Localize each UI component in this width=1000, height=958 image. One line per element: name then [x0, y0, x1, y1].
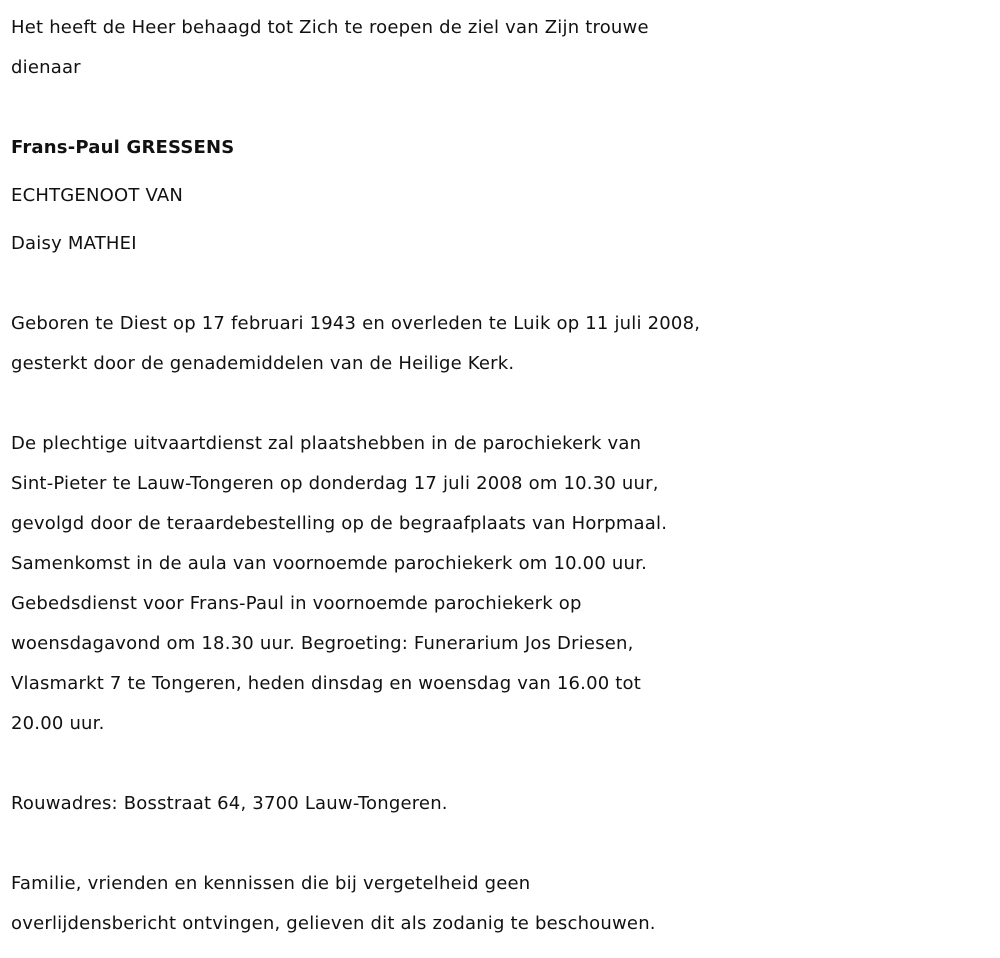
funeral-line: gevolgd door de teraardebestelling op de begraafplaats van Horpmaal.	[11, 513, 668, 534]
birth-death-line: gesterkt door de genademiddelen van de Heilige Kerk.	[11, 353, 515, 374]
funeral-line: Sint-Pieter te Lauw-Tongeren op donderdag 17 juli 2008 om 10.30 uur,	[11, 473, 659, 494]
funeral-line: Gebedsdienst voor Frans-Paul in voornoemde parochiekerk op	[11, 593, 582, 614]
deceased-name: Frans-Paul GRESSENS	[11, 137, 235, 158]
spacer	[11, 824, 996, 864]
obituary-document	[11, 8, 996, 944]
funeral-paragraph	[11, 424, 996, 744]
intro-paragraph	[11, 8, 996, 88]
intro-line: Het heeft de Heer behaagd tot Zich te roepen de ziel van Zijn trouwe	[11, 17, 649, 38]
intro-line: dienaar	[11, 57, 81, 78]
funeral-line: 20.00 uur.	[11, 713, 105, 734]
spacer	[11, 168, 996, 176]
funeral-line: woensdagavond om 18.30 uur. Begroeting: Funerarium Jos Driesen,	[11, 633, 634, 654]
address-paragraph	[11, 784, 996, 824]
mourning-address: Rouwadres: Bosstraat 64, 3700 Lauw-Tongeren.	[11, 793, 448, 814]
funeral-line: De plechtige uitvaartdienst zal plaatshebben in de parochiekerk van	[11, 433, 642, 454]
birth-death-line: Geboren te Diest op 17 februari 1943 en overleden te Luik op 11 juli 2008,	[11, 313, 701, 334]
spouse-name: Daisy MATHEI	[11, 233, 137, 254]
spacer	[11, 264, 996, 304]
birth-death-paragraph	[11, 304, 996, 384]
closing-line: overlijdensbericht ontvingen, gelieven dit als zodanig te beschouwen.	[11, 913, 656, 934]
closing-line: Familie, vrienden en kennissen die bij vergetelheid geen	[11, 873, 531, 894]
spacer	[11, 744, 996, 784]
funeral-line: Vlasmarkt 7 te Tongeren, heden dinsdag en woensdag van 16.00 tot	[11, 673, 642, 694]
deceased-block	[11, 128, 996, 264]
closing-paragraph	[11, 864, 996, 944]
relation-label: ECHTGENOOT VAN	[11, 185, 184, 206]
spacer	[11, 384, 996, 424]
spacer	[11, 216, 996, 224]
funeral-line: Samenkomst in de aula van voornoemde parochiekerk om 10.00 uur.	[11, 553, 647, 574]
spacer	[11, 88, 996, 128]
